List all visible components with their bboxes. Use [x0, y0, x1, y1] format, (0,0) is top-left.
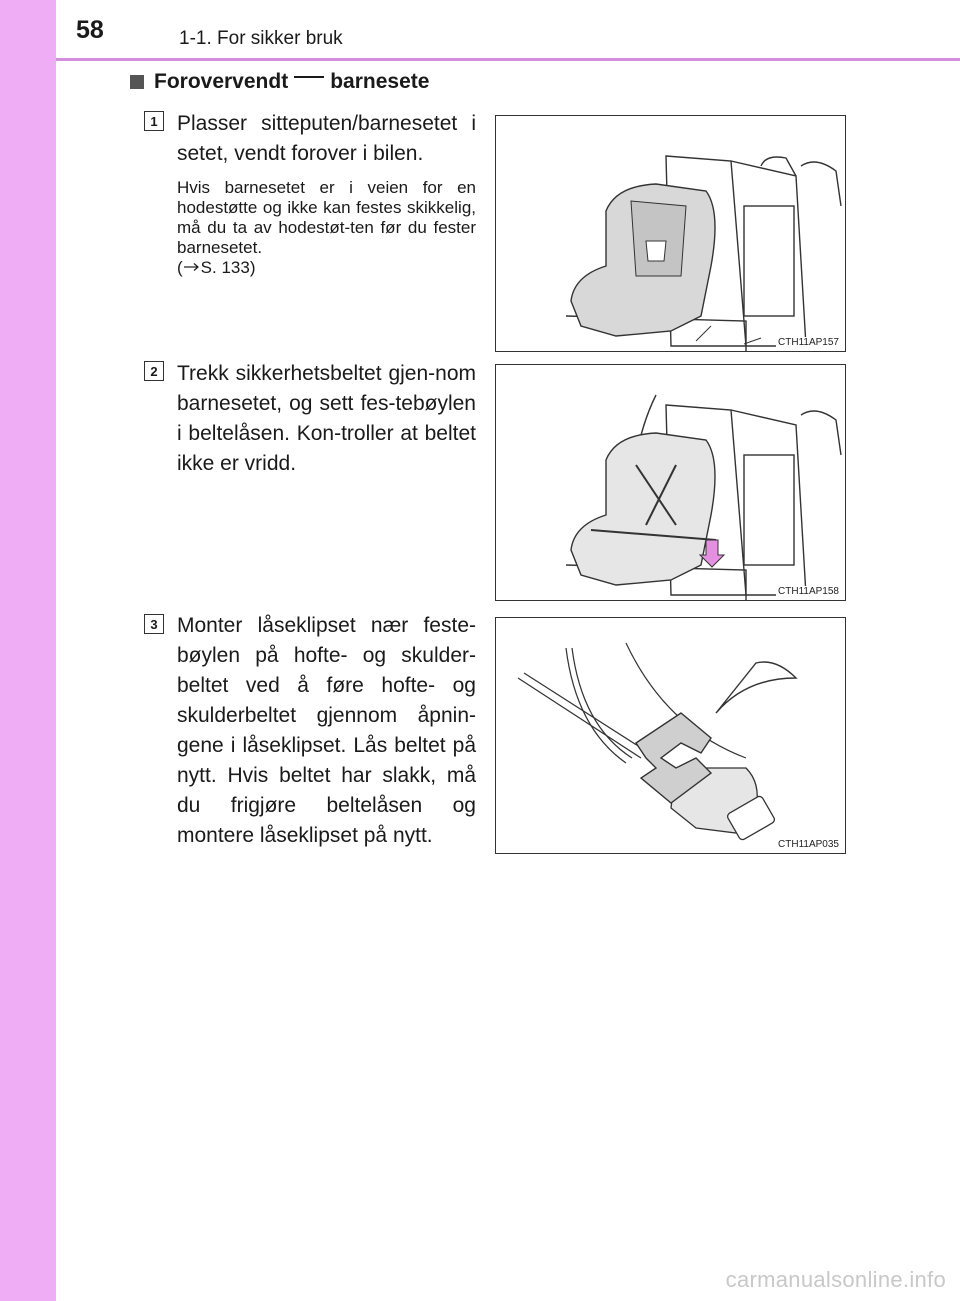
page-header	[56, 0, 960, 60]
step-3-number: 3	[144, 614, 164, 634]
figure-2-code: CTH11AP158	[778, 586, 839, 597]
side-color-strip	[0, 0, 56, 1301]
figure-locking-clip	[495, 617, 846, 854]
figure-3-code: CTH11AP035	[778, 839, 839, 850]
arrow-right-icon	[183, 262, 201, 272]
square-bullet-icon	[130, 75, 144, 89]
header-rule	[56, 58, 960, 61]
child-seat-illustration-2	[496, 365, 846, 601]
step-1-text: Plasser sitteputen/barnesetet i setet, vendt forover i bilen.	[177, 112, 476, 165]
step-2-number: 2	[144, 361, 164, 381]
figure-seat-belt-routing	[495, 364, 846, 601]
step-3-text: Monter låseklipset nær feste-bøylen på hofte- og skulder-beltet ved å føre hofte- og skulderbeltet gjennom åpnin-gene i låseklipset. Lås beltet på nytt. Hvis beltet har slakk, må du frigjøre beltelåsen og montere låseklipset på nytt.	[177, 614, 476, 847]
chapter-title: 1-1. For sikker bruk	[179, 28, 343, 49]
watermark: carmanualsonline.info	[725, 1267, 946, 1292]
page-number: 58	[76, 16, 104, 44]
locking-clip-illustration	[496, 618, 846, 854]
em-dash	[294, 76, 324, 78]
step-1-reference: ( S. 133)	[177, 258, 256, 277]
step-1-note	[177, 178, 476, 278]
child-seat-illustration-1	[496, 116, 846, 352]
step-1-reference-page: S. 133	[200, 258, 250, 277]
section-title-part1: Forovervendt	[154, 70, 289, 93]
step-2-text: Trekk sikkerhetsbeltet gjen-nom barnesetet, og sett fes-tebøylen i beltelåsen. Kon-troller at beltet ikke er vridd.	[177, 362, 476, 475]
figure-child-seat-placement	[495, 115, 846, 352]
section-title	[130, 70, 429, 94]
section-title-part2: barnesete	[330, 70, 430, 93]
step-1-note-text: Hvis barnesetet er i veien for en hodestøtte og ikke kan festes skikkelig, må du ta av hodestøt-ten før du fester barnesetet.	[177, 178, 476, 257]
figure-1-code: CTH11AP157	[778, 337, 839, 348]
step-1-number: 1	[144, 111, 164, 131]
